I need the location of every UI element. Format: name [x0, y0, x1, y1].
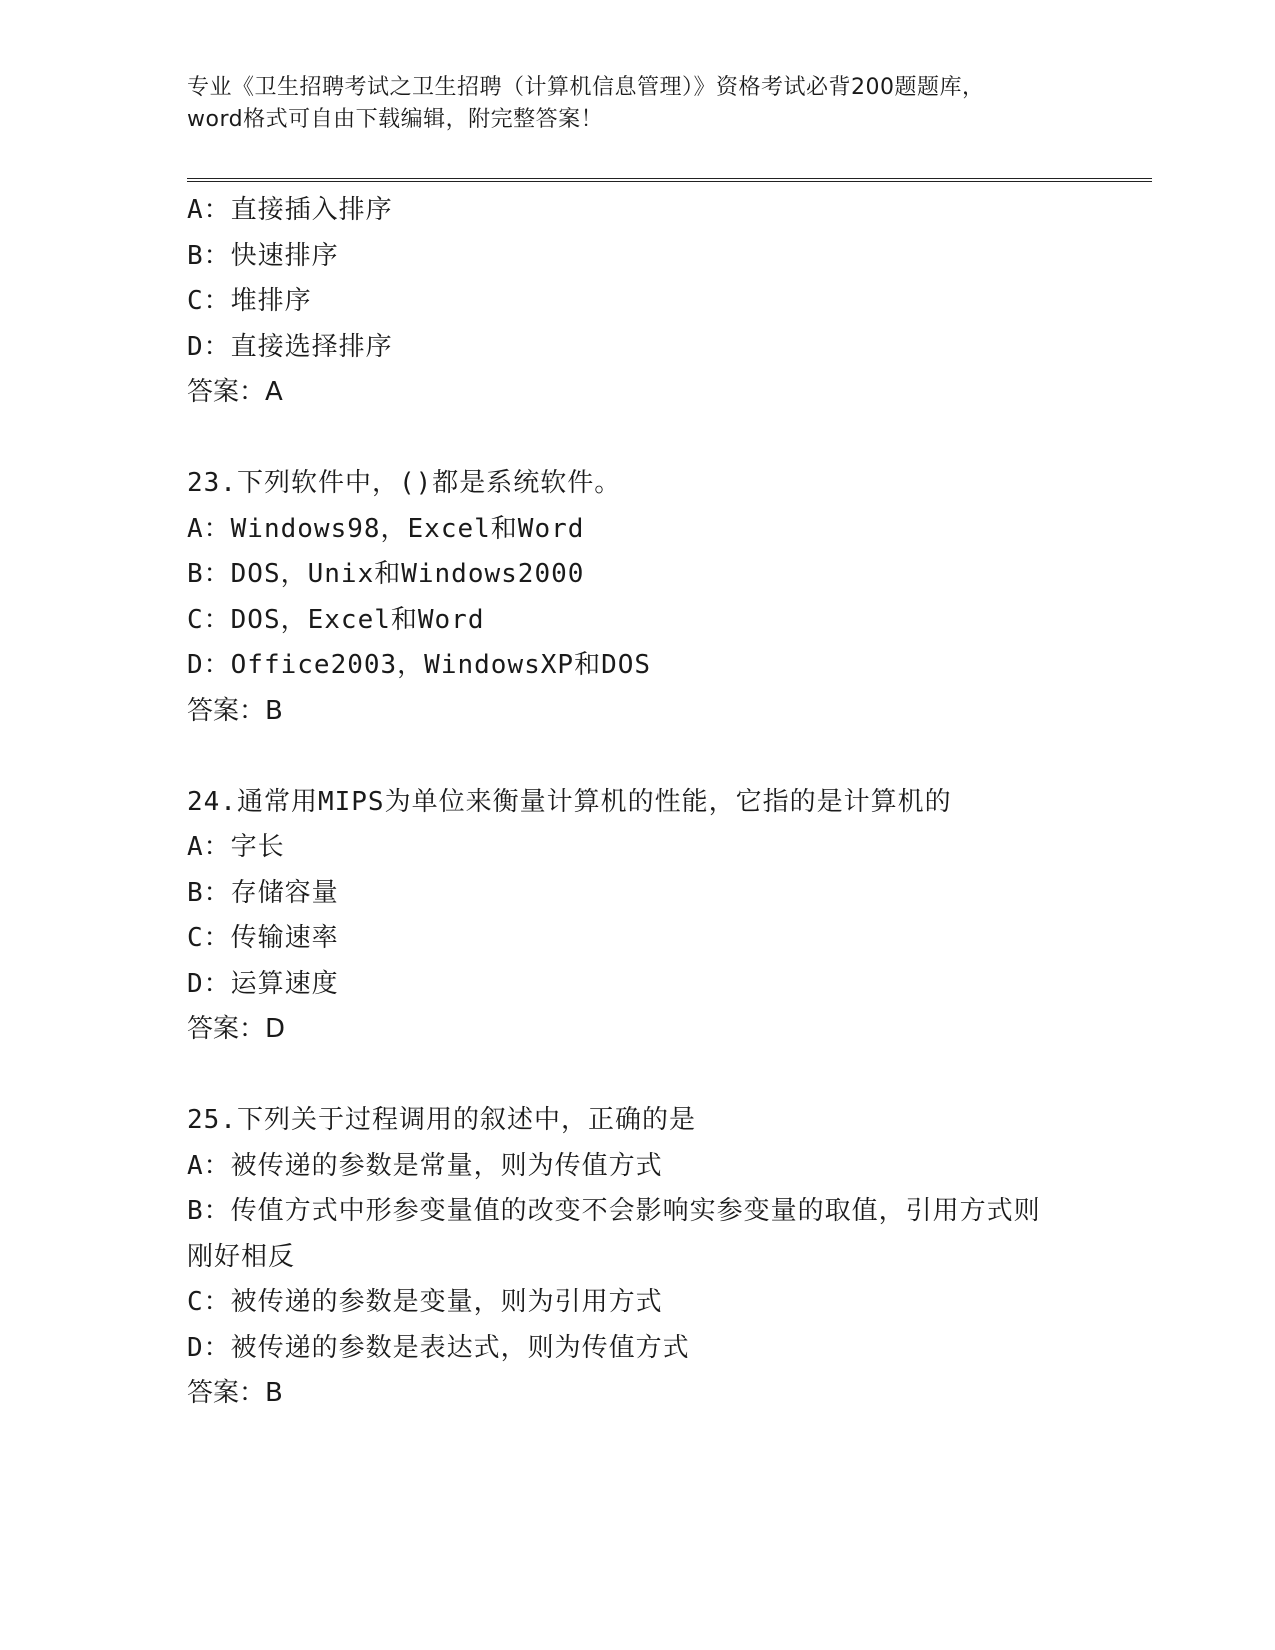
option-c: C：传输速率: [187, 923, 339, 953]
option-c: C：堆排序: [187, 286, 312, 316]
question-22: [187, 188, 1147, 416]
option-a: A：字长: [187, 832, 285, 862]
header-line-2: word格式可自由下载编辑，附完整答案！: [187, 107, 604, 132]
option-d: D：直接选择排序: [187, 331, 393, 362]
spacer: [187, 416, 1147, 462]
question-text: 23.下列软件中，()都是系统软件。: [187, 468, 622, 498]
answer: 答案：D: [187, 1014, 286, 1044]
option-d: D：被传递的参数是表达式，则为传值方式: [187, 1332, 690, 1363]
question-list: [187, 188, 1147, 1417]
option-d: D：运算速度: [187, 968, 339, 999]
option-b: B：存储容量: [187, 877, 339, 908]
option-c: C：被传递的参数是变量，则为引用方式: [187, 1287, 663, 1317]
option-a: A：Windows98，Excel和Word: [187, 513, 585, 544]
document-page: [187, 0, 1147, 1650]
option-d: D：Office2003，WindowsXP和DOS: [187, 650, 652, 680]
spacer: [187, 734, 1147, 780]
question-text: 24.通常用MIPS为单位来衡量计算机的性能，它指的是计算机的: [187, 786, 952, 817]
answer: 答案：A: [187, 377, 283, 407]
question-text: 25.下列关于过程调用的叙述中，正确的是: [187, 1105, 696, 1135]
option-b: B：DOS，Unix和Windows2000: [187, 559, 585, 589]
question-25: [187, 1098, 1147, 1417]
option-b: B：快速排序: [187, 240, 339, 271]
option-b: B：传值方式中形参变量值的改变不会影响实参变量的取值，引用方式则刚好相反: [187, 1196, 1041, 1272]
spacer: [187, 1053, 1147, 1099]
document-header: [187, 72, 1087, 136]
option-a: A：被传递的参数是常量，则为传值方式: [187, 1150, 663, 1181]
option-a: A：直接插入排序: [187, 195, 393, 225]
header-divider: [187, 178, 1152, 182]
header-line-1: 专业《卫生招聘考试之卫生招聘（计算机信息管理）》资格考试必背200题题库，: [187, 75, 985, 100]
answer: 答案：B: [187, 695, 283, 726]
option-c: C：DOS，Excel和Word: [187, 604, 485, 635]
answer: 答案：B: [187, 1378, 283, 1408]
question-23: [187, 461, 1147, 734]
question-24: [187, 780, 1147, 1053]
